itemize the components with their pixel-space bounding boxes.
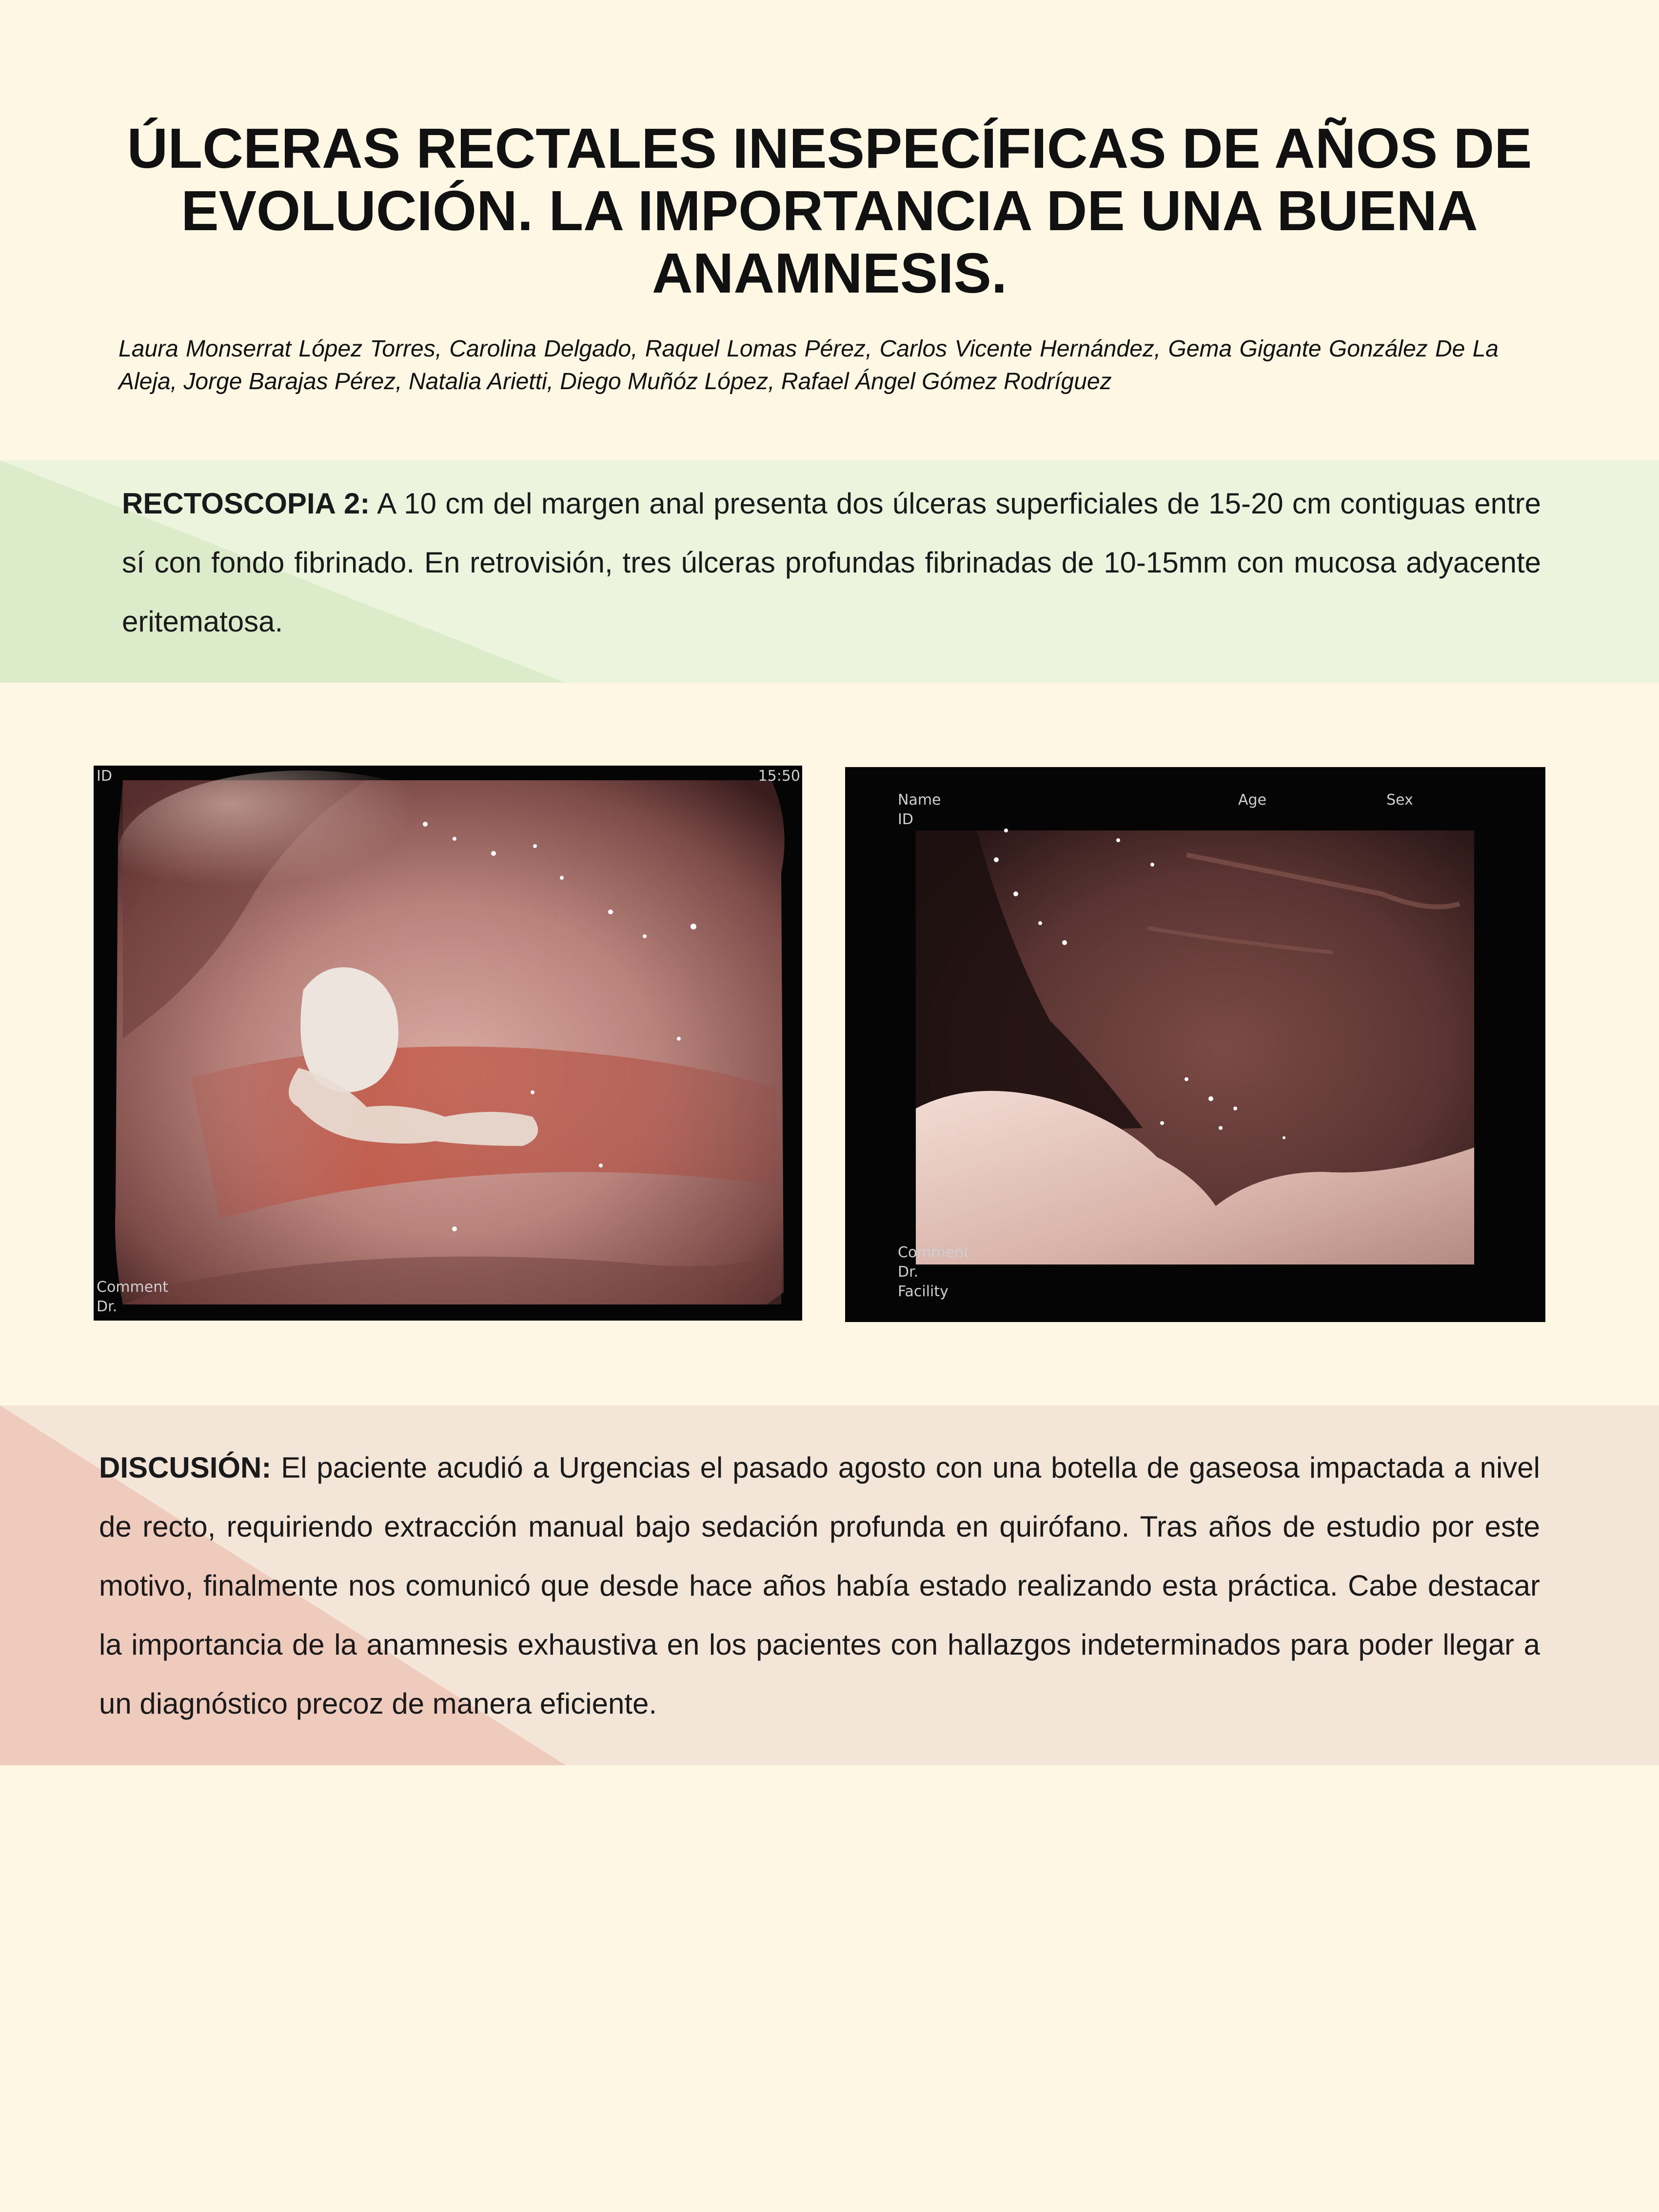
overlay-dr: Dr. [97,1298,118,1315]
discusion-paragraph [99,1438,1540,1733]
poster-title: ÚLCERAS RECTALES INESPECÍFICAS DE AÑOS DE EVOLUCIÓN. LA IMPORTANCIA DE UNA BUENA ANAMNESIS. [127,117,1532,305]
overlay-id: ID [898,811,913,828]
discusion-label: DISCUSIÓN: [99,1451,272,1484]
rectoscopia-label: RECTOSCOPIA 2: [122,487,370,520]
overlay-sex: Sex [1386,791,1413,809]
overlay-comment: Comment [898,1244,969,1261]
overlay-id: ID [97,768,112,785]
rectoscopia-text: A 10 cm del margen anal presenta dos úlceras superficiales de 15-20 cm contiguas entre sí con fondo fibrinado. En retrovisión, tres úlceras profundas fibrinadas de 10-15mm con mucosa adyacente eritematosa. [122,487,1541,638]
discusion-text: El paciente acudió a Urgencias el pasado agosto con una botella de gaseosa impactada a nivel de recto, requiriendo extracción manual bajo sedación profunda en quirófano. Tras años de estudio por este motivo, finalmente nos comunicó que desde hace años había estado realizando esta práctica. Cabe destacar la importancia de la anamnesis exhaustiva en los pacientes con hallazgos indeterminados para poder llegar a un diagnóstico precoz de manera eficiente. [99,1451,1540,1720]
overlay-facility: Facility [898,1283,948,1300]
endoscopy-image-2 [845,767,1545,1322]
overlay-age: Age [1238,791,1267,809]
overlay-time: 15:50 [758,768,800,785]
endoscopy-image-1 [94,766,802,1321]
author-list: Laura Monserrat López Torres, Carolina Delgado, Raquel Lomas Pérez, Carlos Vicente Hernández, Gema Gigante González De La Aleja, Jorge Barajas Pérez, Natalia Arietti, Diego Muñóz López, Rafael Ángel Gómez Rodríguez [118,336,1499,395]
rectoscopia-paragraph [122,474,1541,651]
overlay-name: Name [898,791,941,809]
overlay-comment: Comment [97,1279,168,1296]
overlay-dr: Dr. [898,1264,919,1281]
